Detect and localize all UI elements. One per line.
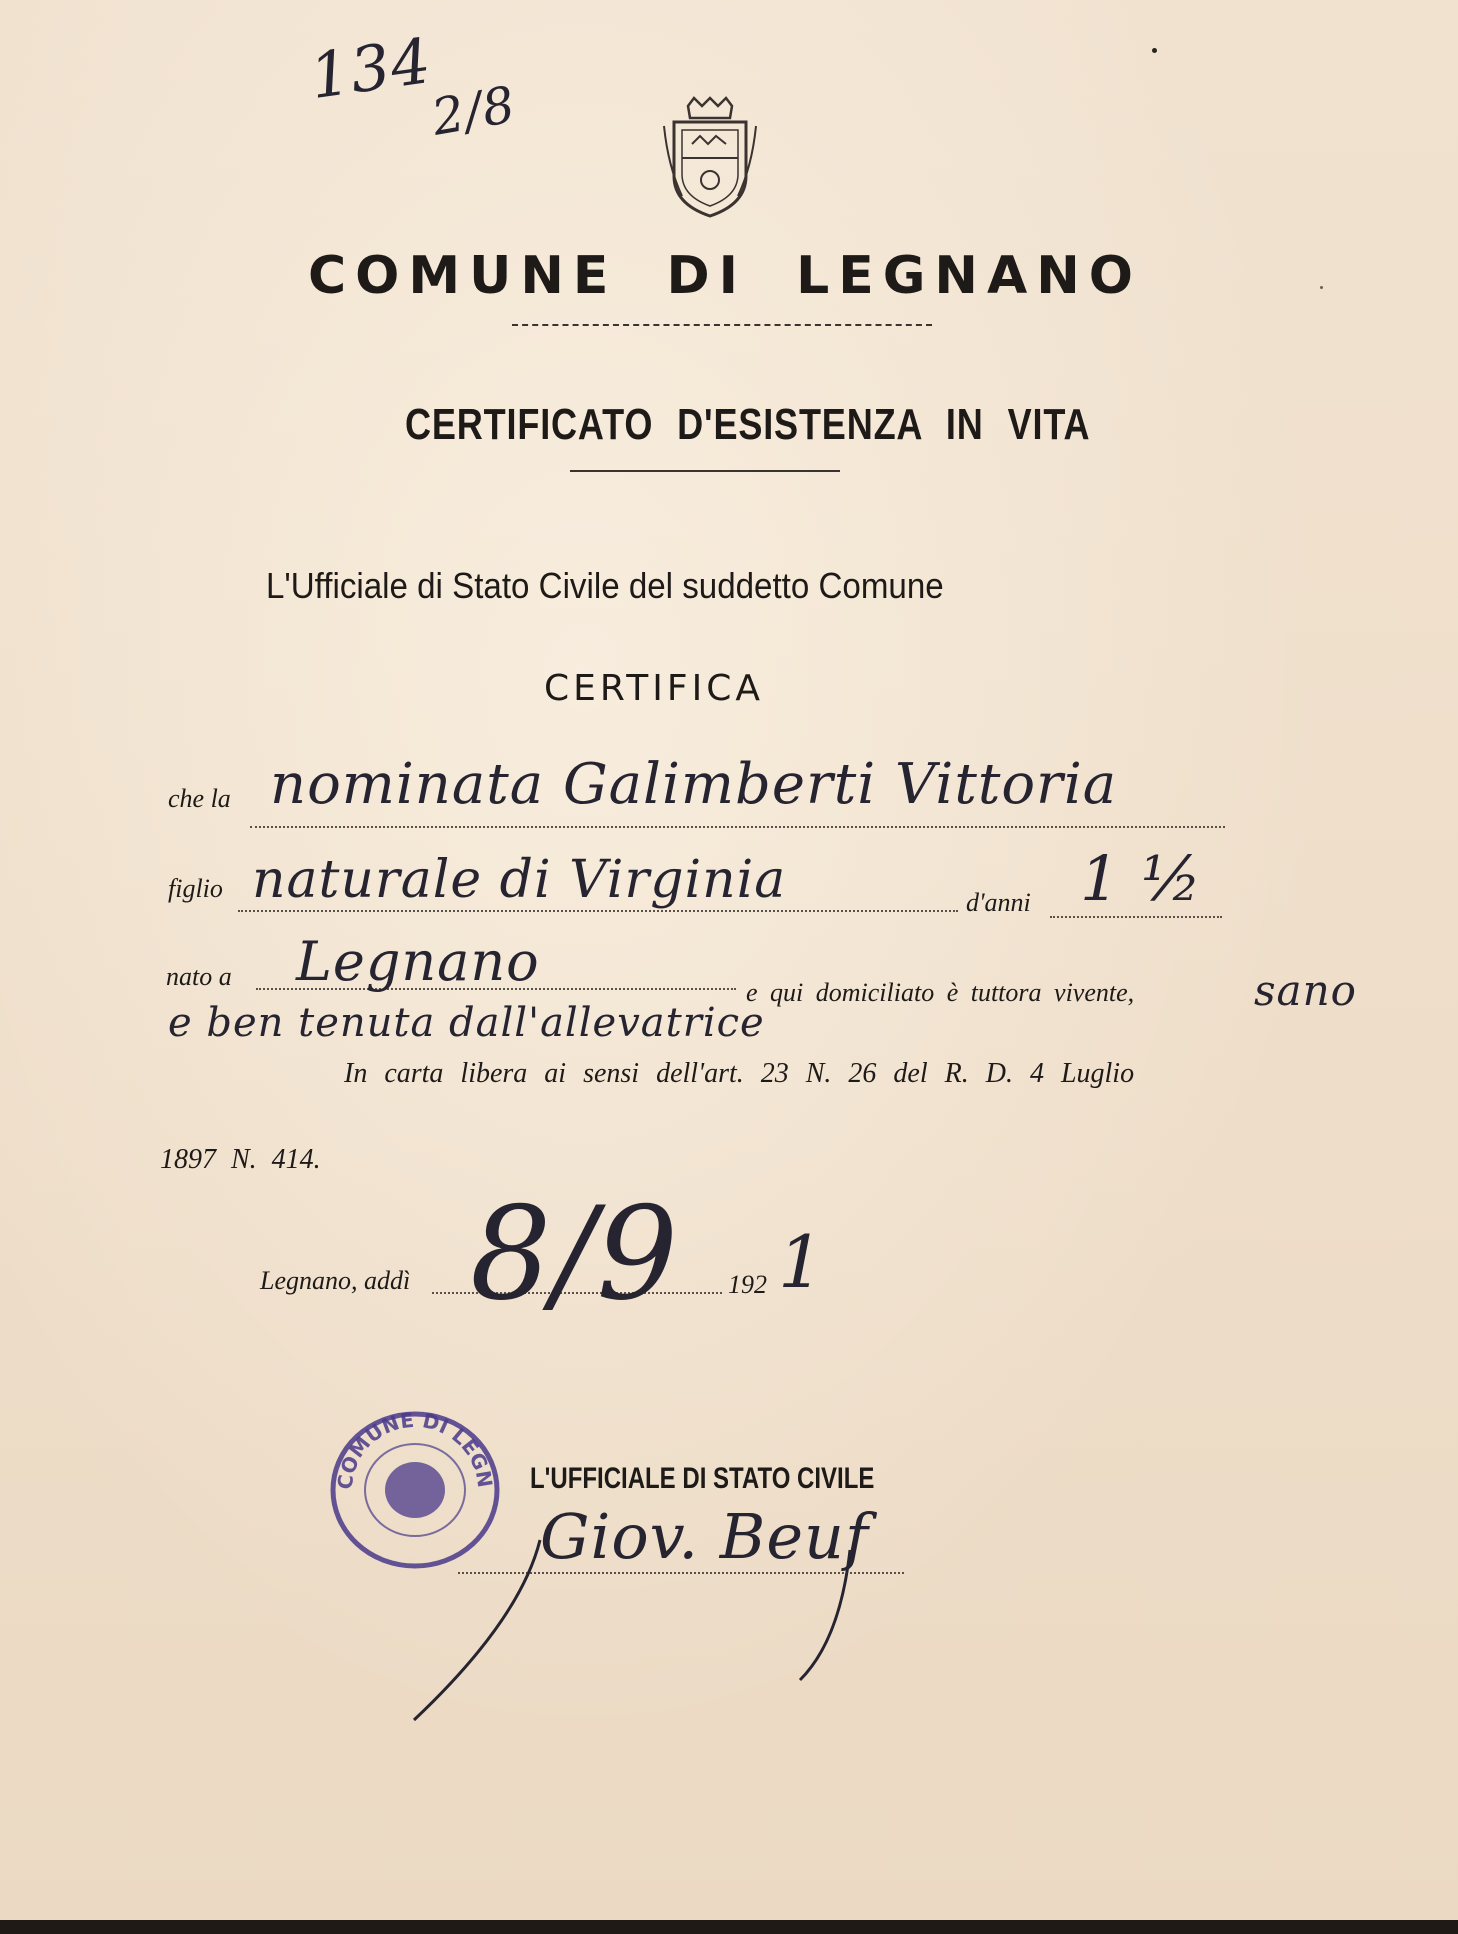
line2-dotted [238,910,958,912]
age-dotted [1050,916,1222,918]
line1-prefix: che la [168,784,231,813]
age-label: d'anni [966,888,1031,917]
line3-prefix: nato a [166,962,232,991]
date-year-prefix: 192 [728,1270,767,1299]
line1-dotted [250,826,1225,828]
signature-stroke [410,1530,870,1730]
commune-heading: COMUNE DI LEGNANO [308,246,1142,306]
legal-line-2: 1897 N. 414. [160,1144,321,1175]
certificate-title: CERTIFICATO D'ESISTENZA IN VITA [405,400,1091,449]
date-place-label: Legnano, addì [260,1266,411,1295]
officer-title: L'UFFICIALE DI STATO CIVILE [530,1462,875,1495]
stamp-text: COMUNE DI LEGNANO [321,1391,498,1491]
heading-divider [512,324,932,326]
line3-handwritten: Legnano [296,930,540,993]
official-signature: Giov. Beuf [540,1500,869,1573]
archive-number: 134 [305,23,436,114]
paper-speck [1320,286,1323,289]
line2-handwritten: naturale di Virginia [252,850,787,910]
age-handwritten: 1 ½ [1080,842,1203,915]
line1-handwritten: nominata Galimberti Vittoria [270,752,1118,817]
date-handwritten: 8/9 [470,1180,679,1329]
line4-handwritten: e ben tenuta dall'allevatrice [168,1000,765,1046]
coat-of-arms-emblem [660,96,760,220]
paper-speck [1152,48,1157,53]
officer-line: L'Ufficiale di Stato Civile del suddetto Comune [266,565,944,606]
archive-fraction: 2/8 [427,75,520,147]
line2-prefix: figlio [168,874,223,903]
certifica-heading: CERTIFICA [544,668,764,709]
line3-extra-handwritten: sano [1254,966,1357,1015]
line3-suffix: e qui domiciliato è tuttora vivente, [746,978,1135,1007]
title-divider [570,470,840,472]
date-year-handwritten: 1 [778,1220,825,1304]
legal-line-1: In carta libera ai sensi dell'art. 23 N. 26 del R. D. 4 Luglio [344,1058,1135,1089]
